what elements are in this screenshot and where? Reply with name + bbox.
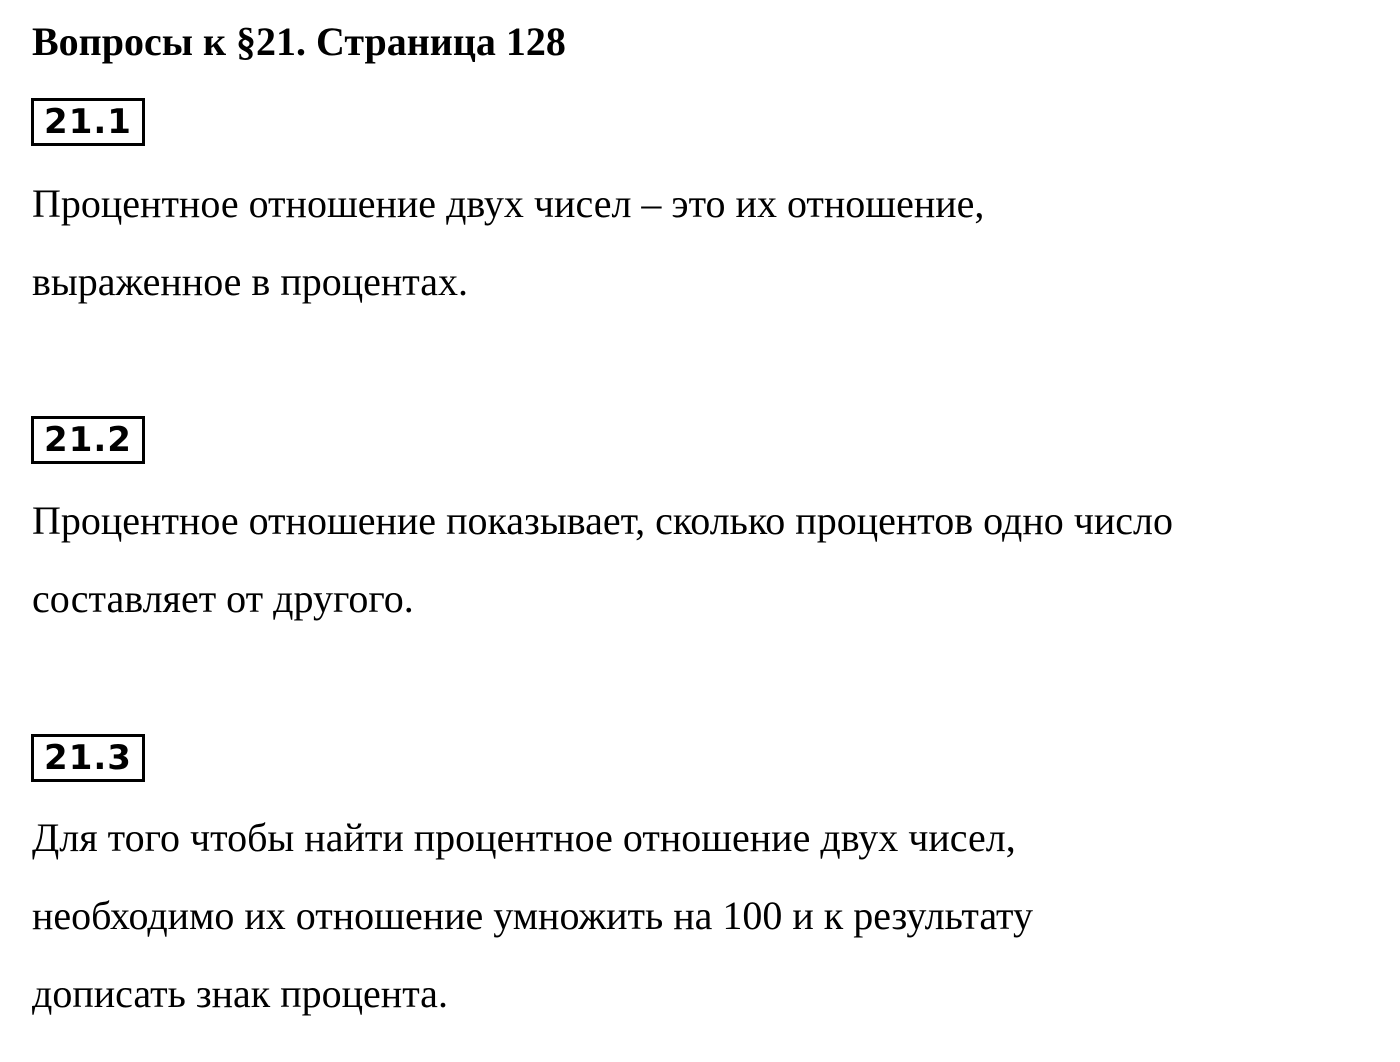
answer-line: дописать знак процента. [32, 971, 448, 1016]
answer-line: Процентное отношение двух чисел – это их отношение, [32, 181, 985, 226]
answer-line: необходимо их отношение умножить на 100 и к результату [32, 893, 1033, 938]
question-number-box: 21.3 [31, 734, 145, 782]
question-number-box: 21.2 [31, 416, 145, 464]
page-title: Вопросы к §21. Страница 128 [32, 19, 566, 64]
answer-line: Для того чтобы найти процентное отношение двух чисел, [32, 815, 1016, 860]
answer-line: выраженное в процентах. [32, 259, 469, 304]
answer-line: составляет от другого. [32, 576, 414, 621]
answer-line: Процентное отношение показывает, сколько процентов одно число [32, 498, 1173, 543]
question-number-box: 21.1 [31, 98, 145, 146]
